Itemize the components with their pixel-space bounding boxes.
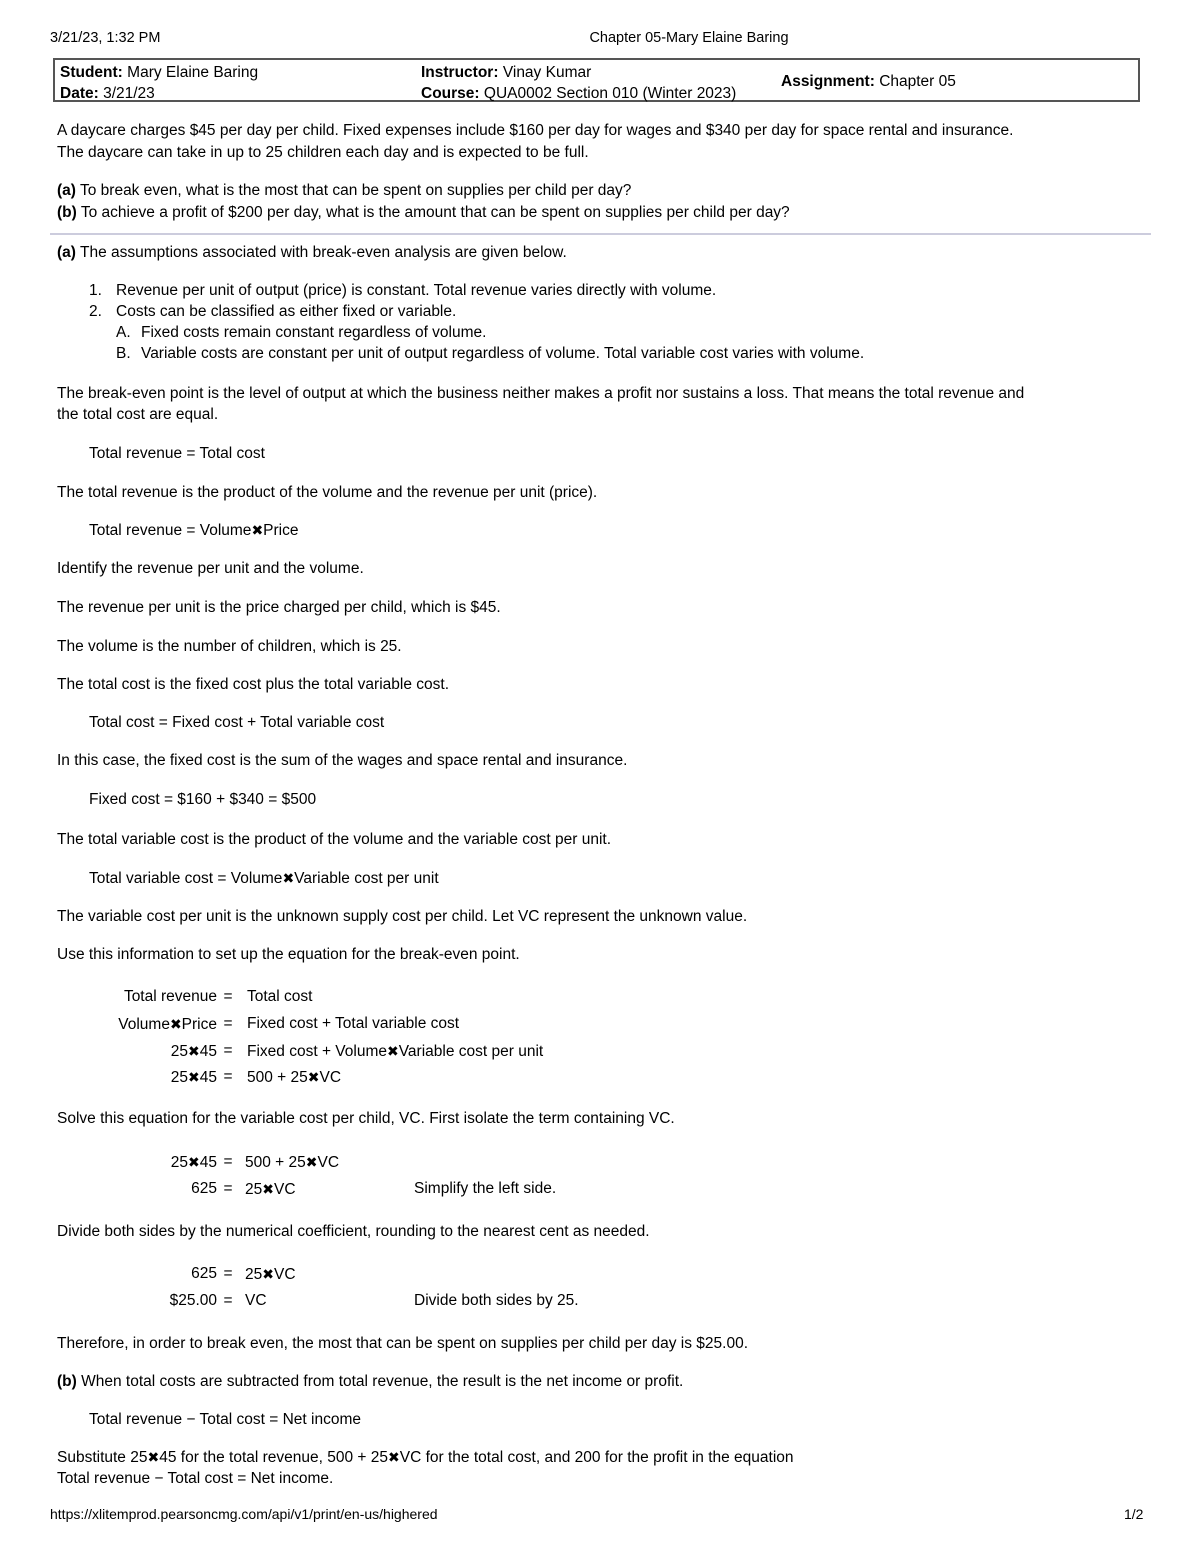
date-value: 3/21/23 bbox=[103, 85, 155, 102]
student-name: Mary Elaine Baring bbox=[127, 64, 259, 81]
bep-line-2: the total cost are equal. bbox=[57, 406, 219, 423]
eq-rhs-part: 500 + 25 bbox=[245, 1154, 306, 1171]
fixed-def-text: In this case, the fixed cost is the sum of the wages and space rental and insurance. bbox=[57, 752, 628, 769]
times-icon: ✖ bbox=[262, 1266, 274, 1282]
eq-equals: = bbox=[223, 1180, 233, 1197]
eq-rhs-part: 500 + 25 bbox=[247, 1069, 308, 1086]
assignment-column bbox=[781, 71, 956, 92]
rpu-text: The revenue per unit is the price charged per child, which is $45. bbox=[57, 599, 501, 616]
solution-a-intro-text: The assumptions associated with break-even analysis are given below. bbox=[79, 244, 567, 261]
eq-lhs: 625 bbox=[191, 1180, 217, 1197]
assumption-2a-text: Fixed costs remain constant regardless of volume. bbox=[141, 324, 487, 341]
info-box bbox=[53, 58, 1140, 102]
times-icon: ✖ bbox=[188, 1154, 200, 1170]
assignment-value: Chapter 05 bbox=[879, 73, 956, 90]
eq-lhs bbox=[57, 1064, 217, 1091]
eq-equals: = bbox=[223, 1015, 233, 1032]
tr-product-text: The total revenue is the product of the volume and the revenue per unit (price). bbox=[57, 484, 598, 501]
course-label: Course: bbox=[421, 85, 480, 102]
times-icon: ✖ bbox=[169, 1016, 182, 1032]
eq-rhs: Total cost bbox=[247, 988, 313, 1005]
problem-line-2: The daycare can take in up to 25 children each day and is expected to be full. bbox=[57, 144, 589, 161]
times-icon: ✖ bbox=[305, 1154, 318, 1170]
substitute-line-2: Total revenue − Total cost = Net income. bbox=[57, 1470, 334, 1487]
equation-tvc bbox=[89, 868, 439, 889]
equation-tr-tc: Total revenue = Total cost bbox=[89, 445, 265, 462]
eq-equals: = bbox=[223, 1153, 233, 1170]
eq-lhs-part: 25 bbox=[170, 1154, 189, 1171]
eq-rhs-part: 25 bbox=[245, 1181, 263, 1198]
section-divider bbox=[50, 233, 1151, 235]
times-icon: ✖ bbox=[188, 1069, 200, 1085]
equation-tr-volume-price bbox=[89, 520, 299, 541]
question-b-text: To achieve a profit of $200 per day, what is the amount that can be spent on supplies per child per day? bbox=[80, 204, 790, 221]
substitute-line-1 bbox=[57, 1447, 794, 1468]
question-b-label: (b) bbox=[57, 204, 77, 221]
times-icon: ✖ bbox=[282, 870, 295, 886]
eq-lhs-part: 25 bbox=[170, 1069, 189, 1086]
volume-text: The volume is the number of children, which is 25. bbox=[57, 638, 402, 655]
eq-lhs-part: 45 bbox=[199, 1069, 217, 1086]
question-b bbox=[57, 202, 790, 223]
eq-equals: = bbox=[223, 1265, 233, 1282]
assumption-2b-text: Variable costs are constant per unit of output regardless of volume. Total variable cost varies with volume. bbox=[141, 345, 865, 362]
student-date-column bbox=[60, 62, 258, 104]
eq-equals: = bbox=[223, 1292, 233, 1309]
subst-part: VC for the total cost, and 200 for the profit in the equation bbox=[399, 1449, 794, 1466]
eq-right: Price bbox=[263, 522, 299, 539]
assumption-2a-num: A. bbox=[116, 324, 131, 341]
eq-lhs bbox=[57, 1038, 217, 1065]
bep-line-1: The break-even point is the level of output at which the business neither makes a profit nor sustains a loss. That means the total revenue and bbox=[57, 385, 1025, 402]
instructor-name: Vinay Kumar bbox=[502, 64, 592, 81]
eq-lhs bbox=[57, 1011, 217, 1038]
instructor-label: Instructor: bbox=[421, 64, 499, 81]
divide-text: Divide both sides by the numerical coefficient, rounding to the nearest cent as needed. bbox=[57, 1223, 650, 1240]
eq-lhs-part: 45 bbox=[199, 1154, 217, 1171]
eq-rhs bbox=[247, 1038, 543, 1065]
times-icon: ✖ bbox=[251, 522, 264, 538]
problem-line-1: A daycare charges $45 per day per child. Fixed expenses include $160 per day for wages and $340 per day for space rental and insurance. bbox=[57, 122, 1014, 139]
tvc-def-text: The total variable cost is the product of the volume and the variable cost per unit. bbox=[57, 831, 612, 848]
solution-a-label: (a) bbox=[57, 244, 76, 261]
student-label: Student: bbox=[60, 64, 123, 81]
assumption-1-num: 1. bbox=[89, 282, 102, 299]
equation-fixed: Fixed cost = $160 + $340 = $500 bbox=[89, 791, 317, 808]
assumption-2-text: Costs can be classified as either fixed or variable. bbox=[116, 303, 457, 320]
solution-a-intro bbox=[57, 242, 567, 263]
date-label: Date: bbox=[60, 85, 99, 102]
page-number: 1/2 bbox=[1124, 1506, 1144, 1522]
course-value: QUA0002 Section 010 (Winter 2023) bbox=[483, 85, 737, 102]
assumption-1-text: Revenue per unit of output (price) is constant. Total revenue varies directly with volume. bbox=[116, 282, 717, 299]
question-a-text: To break even, what is the most that can be spent on supplies per child per day? bbox=[79, 182, 632, 199]
eq-lhs: Total revenue bbox=[123, 988, 217, 1005]
eq-rhs: Fixed cost + Total variable cost bbox=[247, 1015, 460, 1032]
assignment-label: Assignment: bbox=[781, 73, 875, 90]
subst-part: Substitute 25 bbox=[57, 1449, 148, 1466]
eq-rhs bbox=[245, 1149, 339, 1176]
eq-note: Divide both sides by 25. bbox=[414, 1292, 579, 1309]
assumption-2b-num: B. bbox=[116, 345, 131, 362]
eq-lhs: 625 bbox=[191, 1265, 217, 1282]
solve-text: Solve this equation for the variable cost per child, VC. First isolate the term containing VC. bbox=[57, 1110, 675, 1127]
eq-left: Total revenue = Volume bbox=[89, 522, 252, 539]
times-icon: ✖ bbox=[307, 1069, 320, 1085]
footer-url: https://xlitemprod.pearsoncmg.com/api/v1/print/en-us/highered bbox=[50, 1506, 438, 1522]
times-icon: ✖ bbox=[388, 1449, 400, 1465]
assumption-2-num: 2. bbox=[89, 303, 102, 320]
eq-lhs-part: 45 bbox=[199, 1043, 217, 1060]
equation-tc: Total cost = Fixed cost + Total variable cost bbox=[89, 714, 385, 731]
therefore-text: Therefore, in order to break even, the most that can be spent on supplies per child per day is $25.00. bbox=[57, 1335, 749, 1352]
print-title: Chapter 05-Mary Elaine Baring bbox=[589, 30, 789, 46]
identify-text: Identify the revenue per unit and the volume. bbox=[57, 560, 364, 577]
eq-note: Simplify the left side. bbox=[414, 1180, 557, 1197]
solution-b-label: (b) bbox=[57, 1373, 77, 1390]
setup-text: Use this information to set up the equation for the break-even point. bbox=[57, 946, 520, 963]
eq-rhs bbox=[245, 1261, 296, 1288]
eq-rhs-part: VC bbox=[273, 1266, 296, 1283]
vc-def-text: The variable cost per unit is the unknown supply cost per child. Let VC represent the unknown value. bbox=[57, 908, 748, 925]
question-a bbox=[57, 180, 631, 201]
eq-rhs-part: VC bbox=[317, 1154, 340, 1171]
eq-right: Variable cost per unit bbox=[294, 870, 439, 887]
eq-rhs-part: VC bbox=[319, 1069, 342, 1086]
eq-rhs-part: VC bbox=[273, 1181, 296, 1198]
eq-lhs-part: Volume bbox=[118, 1016, 170, 1033]
solution-b-intro bbox=[57, 1371, 683, 1392]
eq-rhs-part: Fixed cost + Volume bbox=[247, 1043, 387, 1060]
solution-b-intro-text: When total costs are subtracted from total revenue, the result is the net income or profit. bbox=[81, 1373, 684, 1390]
eq-lhs-part: 25 bbox=[170, 1043, 189, 1060]
eq-rhs-part: 25 bbox=[245, 1266, 263, 1283]
instructor-course-column bbox=[421, 62, 736, 104]
eq-lhs: $25.00 bbox=[169, 1292, 217, 1309]
eq-rhs-part: Variable cost per unit bbox=[398, 1043, 544, 1060]
equation-net-income: Total revenue − Total cost = Net income bbox=[89, 1411, 361, 1428]
eq-lhs-part: Price bbox=[181, 1016, 217, 1033]
times-icon: ✖ bbox=[387, 1043, 399, 1059]
eq-equals: = bbox=[223, 1042, 233, 1059]
eq-rhs bbox=[245, 1176, 296, 1203]
eq-rhs bbox=[247, 1064, 341, 1091]
eq-equals: = bbox=[223, 988, 233, 1005]
eq-left: Total variable cost = Volume bbox=[89, 870, 283, 887]
times-icon: ✖ bbox=[188, 1043, 200, 1059]
eq-equals: = bbox=[223, 1068, 233, 1085]
times-icon: ✖ bbox=[147, 1449, 160, 1465]
subst-part: 45 for the total revenue, 500 + 25 bbox=[159, 1449, 389, 1466]
print-datetime: 3/21/23, 1:32 PM bbox=[50, 30, 161, 46]
eq-lhs bbox=[57, 1149, 217, 1176]
tc-def-text: The total cost is the fixed cost plus the total variable cost. bbox=[57, 676, 450, 693]
eq-rhs: VC bbox=[245, 1292, 267, 1309]
times-icon: ✖ bbox=[262, 1181, 274, 1197]
question-a-label: (a) bbox=[57, 182, 76, 199]
